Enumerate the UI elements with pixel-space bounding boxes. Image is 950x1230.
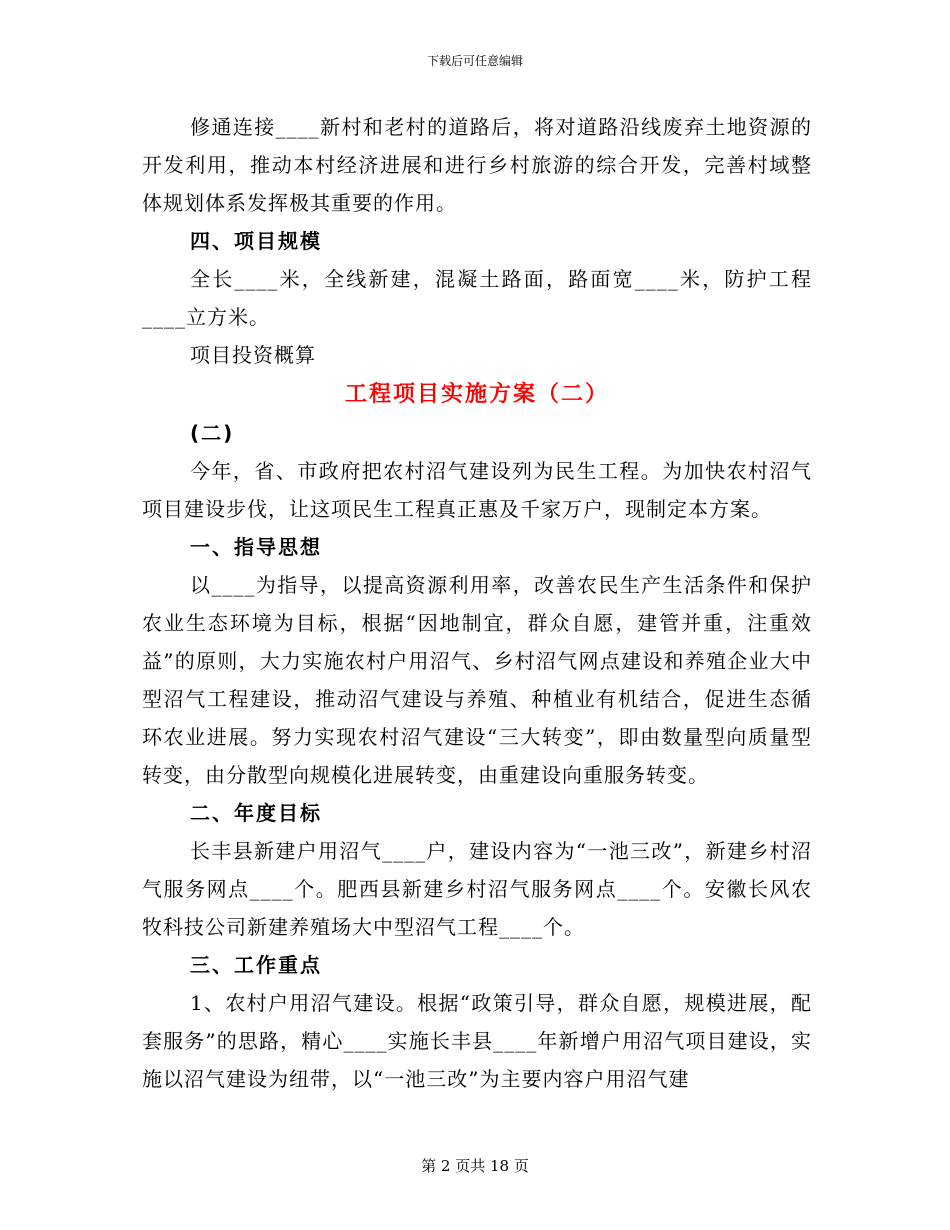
heading-work-focus: 三、工作重点 (190, 953, 322, 977)
heading-guiding-ideology: 一、指导思想 (190, 535, 322, 559)
page-footer: 第 2 页共 18 页 (421, 1157, 529, 1175)
paragraph-scale-details: 全长____米，全线新建，混凝土路面，路面宽____米，防护工程____立方米。 (142, 267, 812, 329)
paragraph-annual-goals: 长丰县新建户用沼气____户，建设内容为“一池三改”，新建乡村沼气服务网点____个。肥西县新建乡村沼气服务网点____个。安徽长风农牧科技公司新建养殖场大中型沼气工程____个。 (142, 839, 812, 939)
page-header: 下载后可任意编辑 (426, 54, 523, 68)
paragraph-guiding-ideology: 以____为指导，以提高资源利用率，改善农民生产生活条件和保护农业生态环境为目标，根据“因地制宜，群众自愿，建管并重，注重效益”的原则，大力实施农村户用沼气、乡村沼气网点建设和养殖企业大中型沼气工程建设，推动沼气建设与养殖、种植业有机结合，促进生态循环农业进展。努力实现农村沼气建设“三大转变”，即由数量型向质量型转变，由分散型向规模化进展转变，由重建设向重服务转变。 (142, 573, 812, 787)
paragraph-road-connection: 修通连接____新村和老村的道路后，将对道路沿线废弃土地资源的开发利用，推动本村经济进展和进行乡村旅游的综合开发，完善村域整体规划体系发挥极其重要的作用。 (142, 115, 812, 215)
document-body (142, 108, 812, 1098)
heading-project-scale: 四、项目规模 (190, 229, 322, 253)
paragraph-work-focus: 1、农村户用沼气建设。根据“政策引导，群众自愿，规模进展，配套服务”的思路，精心____实施长丰县____年新增户用沼气项目建设，实施以沼气建设为纽带，以“一池三改”为主要内容户用沼气建 (142, 991, 812, 1091)
heading-annual-goals: 二、年度目标 (190, 801, 322, 825)
section-title: 工程项目实施方案（二） (344, 382, 609, 407)
paragraph-intro: 今年，省、市政府把农村沼气建设列为民生工程。为加快农村沼气项目建设步伐，让这项民生工程真正惠及千家万户，现制定本方案。 (142, 459, 812, 521)
subsection-marker: (二) (190, 421, 235, 445)
paragraph-investment-estimate: 项目投资概算 (190, 343, 316, 367)
